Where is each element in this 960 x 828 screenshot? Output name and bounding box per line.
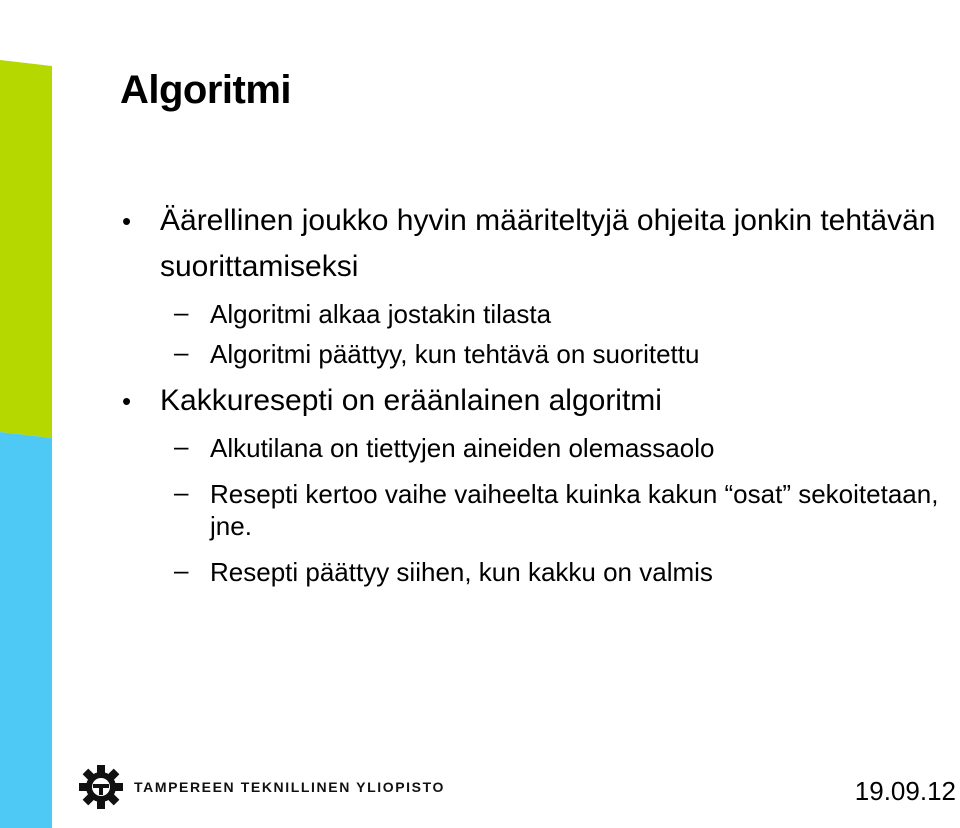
university-name: TAMPEREEN TEKNILLINEN YLIOPISTO — [134, 779, 445, 795]
sub-bullet-1-2 — [120, 338, 950, 370]
gear-icon — [78, 764, 124, 810]
sub-bullet-2-2 — [120, 478, 950, 542]
bullet-marker: • — [122, 386, 132, 416]
dash-marker: – — [174, 431, 189, 461]
dash-marker: – — [174, 555, 189, 585]
dash-marker: – — [174, 297, 189, 327]
slide-title: Algoritmi — [120, 68, 292, 112]
dash-marker: – — [174, 477, 189, 507]
slide-content — [120, 198, 950, 588]
sub-bullet-1-1 — [120, 298, 950, 330]
sub-bullet-1-2-text: Algoritmi päättyy, kun tehtävä on suoritettu — [210, 339, 700, 369]
sub-bullet-2-1 — [120, 432, 950, 464]
accent-bar — [0, 0, 52, 828]
bullet-1-text: Äärellinen joukko hyvin määriteltyjä ohjeita jonkin tehtävän suorittamiseksi — [160, 204, 936, 283]
sub-bullet-2-3-text: Resepti päättyy siihen, kun kakku on valmis — [210, 557, 713, 587]
sub-bullet-2-2-text: Resepti kertoo vaihe vaiheelta kuinka kakun “osat” sekoitetaan, jne. — [210, 479, 939, 541]
slide-date: 19.09.12 — [854, 776, 956, 806]
accent-bar-green — [0, 60, 52, 438]
bullet-2-text: Kakkuresepti on eräänlainen algoritmi — [160, 384, 662, 417]
bullet-2 — [120, 378, 950, 424]
dash-marker: – — [174, 337, 189, 367]
sub-bullet-2-1-text: Alkutilana on tiettyjen aineiden olemassaolo — [210, 433, 715, 463]
accent-bar-blue — [0, 432, 52, 828]
sub-bullet-2-3 — [120, 556, 950, 588]
university-logo — [78, 764, 445, 810]
bullet-marker: • — [122, 206, 132, 236]
bullet-1 — [120, 198, 950, 290]
sub-bullet-1-1-text: Algoritmi alkaa jostakin tilasta — [210, 299, 552, 329]
